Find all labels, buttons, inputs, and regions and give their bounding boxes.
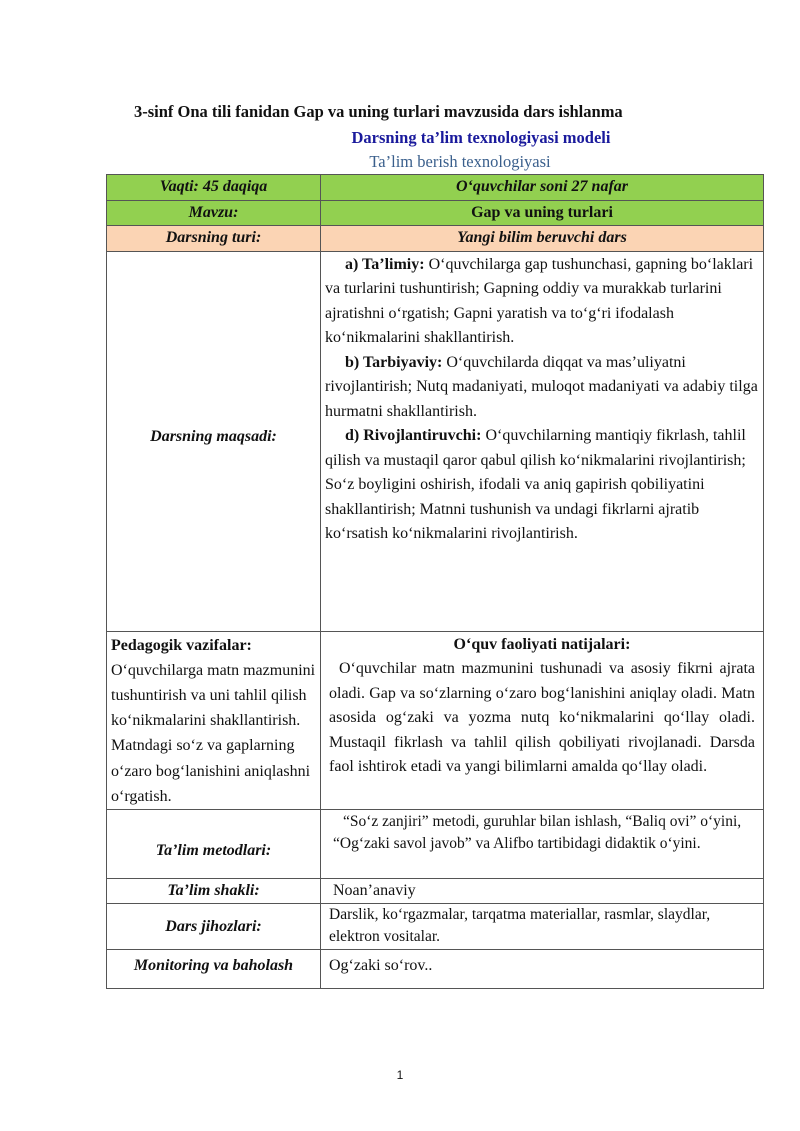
table-row-equipment [107,904,764,950]
table-row-monitoring [107,950,764,989]
goal-developmental [325,424,759,547]
lesson-type-label: Darsning turi: [107,226,321,252]
table-row-topic [107,200,764,226]
goal-developmental-head: d) Rivojlantiruvchi: [345,427,482,444]
document-title: 3-sinf Ona tili fanidan Gap va uning turlari mavzusida dars ishlanma [134,102,623,121]
monitoring-label: Monitoring va baholash [107,950,321,989]
goal-educational-text: O‘quvchilarga gap tushunchasi, gapning bo‘laklari va turlarini tushuntirish; Gapning oddiy va murakkab turlarini ajratishni o‘rgatish; Gapni yaratish va to‘g‘ri ifodalash ko‘nikmalarini shakllantirish. [325,255,754,346]
pedagogical-tasks-text: O‘quvchilarga matn mazmunini tushuntirish va uni tahlil qilish ko‘nikmalarini shakllantirish. Matndagi so‘z va gaplarning o‘zaro bog‘lanishini aniqlashni o‘rgatish. [111,661,316,805]
goal-upbringing-text: O‘quvchilarda diqqat va mas’uliyatni rivojlantirish; Nutq madaniyati, muloqot madaniyati va adabiy tilga hurmatni shakllantirish. [325,353,758,420]
form-value: Noan’anaviy [321,878,764,904]
table-row-goal [107,251,764,631]
equipment-value: Darslik, ko‘rgazmalar, tarqatma materiallar, rasmlar, slaydlar, elektron vositalar. [321,904,764,950]
goal-educational [325,253,759,351]
table-row-form [107,878,764,904]
equipment-label: Dars jihozlari: [107,904,321,950]
learning-outcomes-text: O‘quvchilar matn mazmunini tushunadi va asosiy fikrni ajrata oladi. Gap va so‘zlarning o‘zaro bog‘lanishini aniqlay oladi. Matn asosida og‘zaki va yozma nutq ko‘nikmalarini qo‘llay oladi. Mustaqil fikrlash va tahlil qilish qobiliyati rivojlanadi. Darsda faol ishtirok etadi va yangi bilimlarni amalda qo‘llay oladi. [329,660,755,775]
time-label: Vaqti: 45 daqiqa [107,175,321,201]
pedagogical-tasks-head: Pedagogik vazifalar: [111,636,252,654]
page-number: 1 [396,1068,404,1082]
monitoring-value: Og‘zaki so‘rov.. [321,950,764,989]
topic-value: Gap va uning turlari [321,200,764,226]
lesson-plan-table [106,174,764,989]
goal-label-text: Darsning maqsadi: [150,427,277,445]
table-row-methods [107,809,764,878]
methods-label: Ta’lim metodlari: [107,809,321,878]
table-row-time [107,175,764,201]
table-row-lesson-type [107,226,764,252]
document-subsubtitle: Ta’lim berish texnologiyasi [369,152,551,171]
goal-upbringing [325,351,759,425]
goal-value [321,251,764,631]
topic-label: Mavzu: [107,200,321,226]
goal-developmental-text: O‘quvchilarning mantiqiy fikrlash, tahlil qilish va mustaqil qaror qabul qilish ko‘nikmalarini rivojlantirish; So‘z boyligini oshirish, ifodali va aniq gapirish qobiliyatini shakllantirish; Matnni tushunish va undagi fikrlarni ajratib ko‘rsatish ko‘nikmalarini rivojlantirish. [325,427,746,542]
goal-educational-head: a) Ta’limiy: [345,255,425,273]
learning-outcomes [321,631,764,809]
lesson-type-value: Yangi bilim beruvchi dars [321,226,764,252]
goal-label [107,251,321,631]
goal-upbringing-head: b) Tarbiyaviy: [345,353,443,371]
student-count: O‘quvchilar soni 27 nafar [321,175,764,201]
learning-outcomes-head: O‘quv faoliyati natijalari: [453,635,631,653]
document-subtitle: Darsning ta’lim texnologiyasi modeli [351,128,611,147]
table-row-tasks [107,631,764,809]
methods-value: “So‘z zanjiri” metodi, guruhlar bilan ishlash, “Baliq ovi” o‘yini, “Og‘zaki savol javob” va Alifbo tartibidagi didaktik o‘yini. [321,809,764,878]
pedagogical-tasks [107,631,321,809]
form-label: Ta’lim shakli: [107,878,321,904]
